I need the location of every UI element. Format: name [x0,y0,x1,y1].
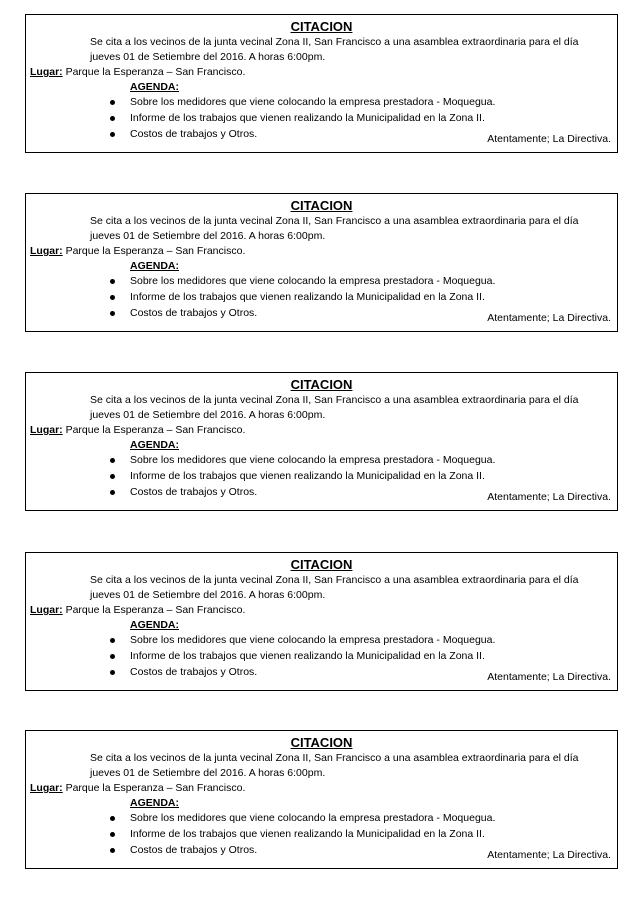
location-value: Parque la Esperanza – San Francisco. [65,245,246,257]
agenda-title: AGENDA: [130,260,179,272]
citation-notice [25,730,618,869]
notice-body-line: Se cita a los vecinos de la junta vecinal Zona II, San Francisco a una asamblea extraordinaria para el día [90,394,579,406]
notice-body-line: Se cita a los vecinos de la junta vecinal Zona II, San Francisco a una asamblea extraordinaria para el día [90,36,579,48]
agenda-item-text: Sobre los medidores que viene colocando la empresa prestadora - Moquegua. [130,634,496,646]
location-value: Parque la Esperanza – San Francisco. [65,604,246,616]
agenda-item [110,665,495,681]
notice-signature: Atentamente; La Directiva. [487,491,611,503]
agenda-list [110,633,495,681]
agenda-item [110,95,495,111]
notice-body [90,393,607,423]
citation-notice [25,193,618,332]
notice-body-line: jueves 01 de Setiembre del 2016. A horas 6:00pm. [90,589,326,601]
bullet-icon [110,311,115,316]
agenda-item-text: Costos de trabajos y Otros. [130,844,258,856]
location-label: Lugar: [30,245,63,257]
location-value: Parque la Esperanza – San Francisco. [65,782,246,794]
notice-signature: Atentamente; La Directiva. [487,133,611,145]
notice-signature: Atentamente; La Directiva. [487,312,611,324]
bullet-icon [110,832,115,837]
location-label: Lugar: [30,782,63,794]
notice-signature: Atentamente; La Directiva. [487,849,611,861]
agenda-list [110,95,495,143]
notice-location [30,65,245,80]
agenda-item [110,811,495,827]
bullet-icon [110,670,115,675]
citation-notice [25,552,618,691]
agenda-list [110,274,495,322]
agenda-item-text: Informe de los trabajos que vienen realizando la Municipalidad en la Zona II. [130,291,485,303]
citation-notice [25,372,618,511]
agenda-item [110,306,495,322]
notice-body [90,573,607,603]
notice-title: CITACION [290,377,353,392]
agenda-item-text: Sobre los medidores que viene colocando la empresa prestadora - Moquegua. [130,454,496,466]
agenda-item-text: Informe de los trabajos que vienen realizando la Municipalidad en la Zona II. [130,650,485,662]
agenda-item [110,633,495,649]
citation-notice [25,14,618,153]
agenda-item [110,274,495,290]
notice-title: CITACION [290,19,353,34]
bullet-icon [110,490,115,495]
agenda-item-text: Sobre los medidores que viene colocando la empresa prestadora - Moquegua. [130,96,496,108]
agenda-item [110,127,495,143]
bullet-icon [110,654,115,659]
notice-body-line: jueves 01 de Setiembre del 2016. A horas 6:00pm. [90,767,326,779]
agenda-item [110,469,495,485]
notice-body [90,35,607,65]
location-value: Parque la Esperanza – San Francisco. [65,424,246,436]
notice-title: CITACION [290,735,353,750]
bullet-icon [110,816,115,821]
bullet-icon [110,638,115,643]
agenda-item-text: Informe de los trabajos que vienen realizando la Municipalidad en la Zona II. [130,470,485,482]
bullet-icon [110,132,115,137]
agenda-item [110,290,495,306]
agenda-list [110,811,495,859]
bullet-icon [110,279,115,284]
bullet-icon [110,458,115,463]
agenda-item [110,843,495,859]
agenda-title: AGENDA: [130,81,179,93]
notice-body [90,214,607,244]
notice-location [30,244,245,259]
bullet-icon [110,474,115,479]
bullet-icon [110,295,115,300]
bullet-icon [110,116,115,121]
bullet-icon [110,848,115,853]
notice-body-line: jueves 01 de Setiembre del 2016. A horas 6:00pm. [90,51,326,63]
location-label: Lugar: [30,66,63,78]
agenda-item-text: Costos de trabajos y Otros. [130,128,258,140]
notice-body [90,751,607,781]
notice-location [30,423,245,438]
agenda-item-text: Costos de trabajos y Otros. [130,486,258,498]
agenda-item-text: Costos de trabajos y Otros. [130,307,258,319]
agenda-item-text: Sobre los medidores que viene colocando la empresa prestadora - Moquegua. [130,812,496,824]
notice-location [30,603,245,618]
agenda-item [110,485,495,501]
notice-signature: Atentamente; La Directiva. [487,671,611,683]
agenda-list [110,453,495,501]
bullet-icon [110,100,115,105]
agenda-title: AGENDA: [130,439,179,451]
agenda-item-text: Sobre los medidores que viene colocando la empresa prestadora - Moquegua. [130,275,496,287]
agenda-item [110,111,495,127]
location-label: Lugar: [30,604,63,616]
agenda-title: AGENDA: [130,797,179,809]
notice-body-line: Se cita a los vecinos de la junta vecinal Zona II, San Francisco a una asamblea extraordinaria para el día [90,752,579,764]
agenda-item [110,827,495,843]
location-label: Lugar: [30,424,63,436]
agenda-item-text: Informe de los trabajos que vienen realizando la Municipalidad en la Zona II. [130,828,485,840]
agenda-item [110,453,495,469]
notice-body-line: jueves 01 de Setiembre del 2016. A horas 6:00pm. [90,409,326,421]
notice-body-line: Se cita a los vecinos de la junta vecinal Zona II, San Francisco a una asamblea extraordinaria para el día [90,215,579,227]
notice-title: CITACION [290,198,353,213]
agenda-title: AGENDA: [130,619,179,631]
agenda-item-text: Informe de los trabajos que vienen realizando la Municipalidad en la Zona II. [130,112,485,124]
notice-title: CITACION [290,557,353,572]
notice-body-line: Se cita a los vecinos de la junta vecinal Zona II, San Francisco a una asamblea extraordinaria para el día [90,574,579,586]
notice-body-line: jueves 01 de Setiembre del 2016. A horas 6:00pm. [90,230,326,242]
agenda-item [110,649,495,665]
notice-location [30,781,245,796]
agenda-item-text: Costos de trabajos y Otros. [130,666,258,678]
location-value: Parque la Esperanza – San Francisco. [65,66,246,78]
